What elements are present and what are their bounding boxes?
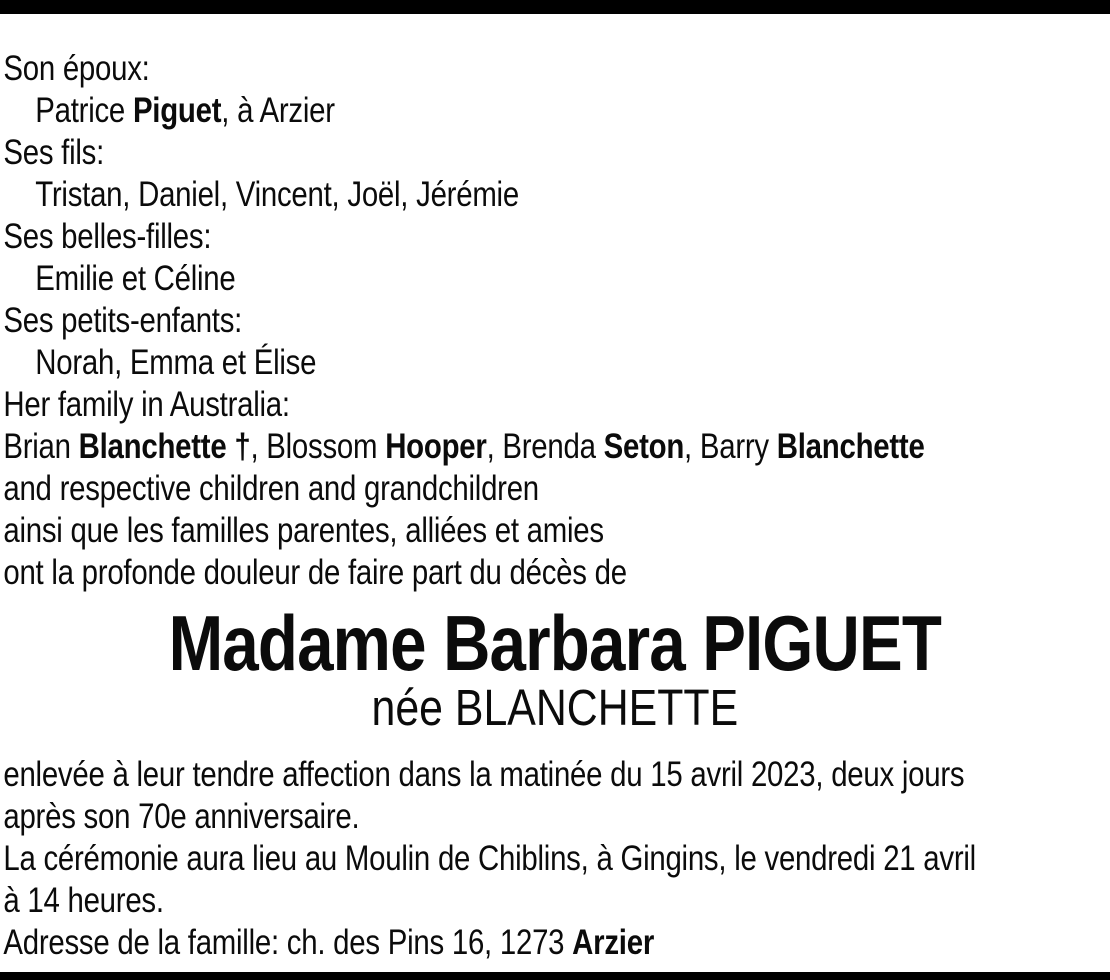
notice-line	[3, 510, 1109, 552]
notice-line	[3, 880, 1109, 922]
text-segment: , Blossom	[250, 427, 386, 466]
notice-line	[3, 342, 1109, 384]
notice-line	[3, 300, 1109, 342]
notice-line	[3, 132, 1109, 174]
text-segment: Brian	[3, 427, 79, 466]
text-segment: Hooper	[385, 427, 487, 466]
notice-line	[3, 216, 1109, 258]
bottom-rule	[0, 972, 1110, 980]
text-segment: Ses petits-enfants:	[3, 301, 243, 340]
text-segment: and respective children and grandchildren	[3, 469, 539, 508]
intro-lines	[0, 14, 1110, 594]
text-segment: Her family in Australia:	[3, 385, 290, 424]
text-segment: , Barry	[684, 427, 777, 466]
notice-line	[3, 922, 1109, 964]
text-segment: Piguet	[132, 91, 222, 130]
notice-line	[3, 174, 1109, 216]
notice-line	[3, 384, 1109, 426]
detail-lines	[0, 754, 1110, 964]
notice-line	[3, 796, 1109, 838]
text-segment: après son 70e anniversaire.	[3, 797, 360, 836]
text-segment: Norah, Emma et Élise	[35, 343, 317, 382]
text-segment: Seton	[603, 427, 685, 466]
notice-line	[3, 838, 1109, 880]
maiden-name-subtitle: née BLANCHETTE	[371, 679, 739, 736]
text-segment: Blanchette †	[78, 427, 251, 466]
text-segment: , Brenda	[486, 427, 604, 466]
top-rule	[0, 0, 1110, 14]
notice-line	[3, 90, 1109, 132]
text-segment: Emilie et Céline	[35, 259, 236, 298]
text-segment: , à Arzier	[221, 91, 335, 130]
text-segment: Son époux:	[3, 49, 150, 88]
text-segment: La cérémonie aura lieu au Moulin de Chiblins, à Gingins, le vendredi 21 avril	[3, 839, 976, 878]
notice-content	[0, 14, 1110, 964]
notice-line	[3, 754, 1109, 796]
notice-line	[3, 552, 1109, 594]
text-segment: enlevée à leur tendre affection dans la matinée du 15 avril 2023, deux jours	[3, 755, 965, 794]
notice-line	[3, 258, 1109, 300]
notice-line	[3, 48, 1109, 90]
text-segment: ainsi que les familles parentes, alliées et amies	[3, 511, 604, 550]
text-segment: Ses fils:	[3, 133, 105, 172]
notice-line	[3, 468, 1109, 510]
text-segment: Blanchette	[776, 427, 925, 466]
text-segment: ont la profonde douleur de faire part du décès de	[3, 553, 627, 592]
text-segment: Ses belles-filles:	[3, 217, 212, 256]
deceased-name-title: Madame Barbara PIGUET	[168, 599, 942, 687]
notice-line	[3, 426, 1109, 468]
text-segment: Tristan, Daniel, Vincent, Joël, Jérémie	[35, 175, 519, 214]
text-segment: à 14 heures.	[3, 881, 164, 920]
text-segment: Patrice	[35, 91, 133, 130]
text-segment: Adresse de la famille: ch. des Pins 16, 1273	[3, 923, 573, 962]
text-segment: Arzier	[572, 923, 655, 962]
